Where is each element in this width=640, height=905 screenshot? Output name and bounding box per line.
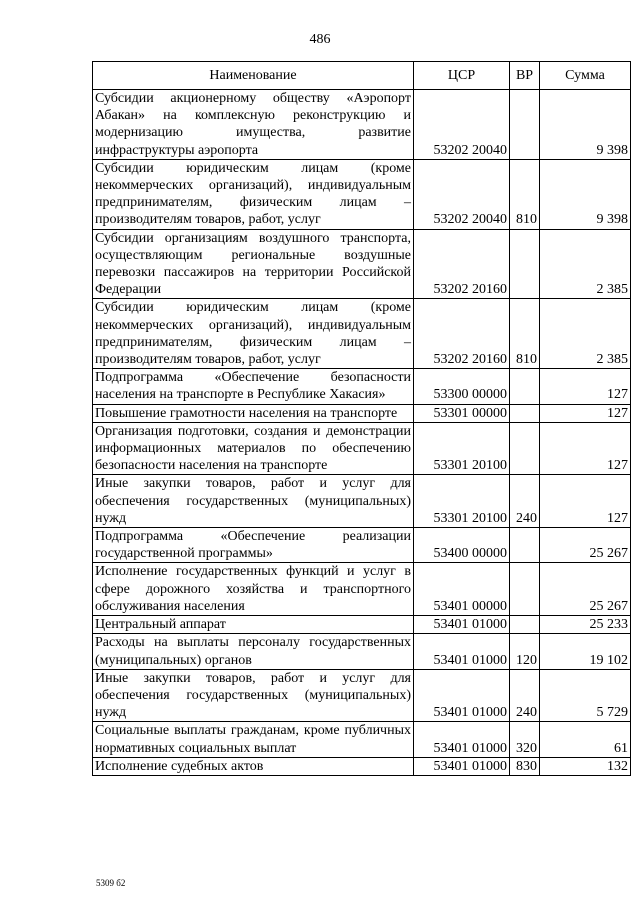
row-name: Субсидии акционерному обществу «Аэропорт Абакан» на комплексную реконструкцию и модернизацию имущества, развитие инфраструктуры аэропорта	[93, 90, 414, 160]
page-number: 486	[309, 32, 331, 47]
table-row	[93, 616, 631, 634]
row-csr: 53202 20160	[414, 299, 510, 369]
row-csr: 53202 20040	[414, 159, 510, 229]
table-row	[93, 669, 631, 722]
row-sum: 25 267	[540, 528, 631, 563]
row-sum: 25 267	[540, 563, 631, 616]
row-name: Иные закупки товаров, работ и услуг для обеспечения государственных (муниципальных) нужд	[93, 475, 414, 528]
table-row	[93, 422, 631, 475]
table-row	[93, 369, 631, 404]
row-name: Исполнение судебных актов	[93, 757, 414, 775]
row-vr	[510, 369, 540, 404]
row-sum: 132	[540, 757, 631, 775]
row-vr: 320	[510, 722, 540, 757]
row-csr: 53300 00000	[414, 369, 510, 404]
row-sum: 61	[540, 722, 631, 757]
row-name: Расходы на выплаты персоналу государственных (муниципальных) органов	[93, 634, 414, 669]
row-csr: 53401 01000	[414, 757, 510, 775]
table-row	[93, 229, 631, 299]
header-sum: Сумма	[540, 62, 631, 90]
table-row	[93, 90, 631, 160]
table-row	[93, 159, 631, 229]
row-vr: 240	[510, 475, 540, 528]
row-name: Субсидии организациям воздушного транспорта, осуществляющим региональные воздушные перевозки пассажиров на территории Российской Федерации	[93, 229, 414, 299]
row-csr: 53400 00000	[414, 528, 510, 563]
table-row	[93, 404, 631, 422]
table-row	[93, 634, 631, 669]
row-name: Исполнение государственных функций и услуг в сфере дорожного хозяйства и транспортного обслуживания населения	[93, 563, 414, 616]
header-name: Наименование	[93, 62, 414, 90]
footer-code: 5309 б2	[96, 878, 126, 888]
row-csr: 53202 20040	[414, 90, 510, 160]
row-csr: 53401 01000	[414, 722, 510, 757]
row-sum: 127	[540, 369, 631, 404]
row-sum: 19 102	[540, 634, 631, 669]
row-vr	[510, 528, 540, 563]
row-name: Субсидии юридическим лицам (кроме некоммерческих организаций), индивидуальным предпринимателям, физическим лицам – производителям товаров, работ, услуг	[93, 299, 414, 369]
row-name: Повышение грамотности населения на транспорте	[93, 404, 414, 422]
row-csr: 53401 01000	[414, 616, 510, 634]
row-sum: 127	[540, 475, 631, 528]
row-name: Организация подготовки, создания и демонстрации информационных материалов по обеспечению безопасности населения на транспорте	[93, 422, 414, 475]
row-sum: 9 398	[540, 90, 631, 160]
row-name: Социальные выплаты гражданам, кроме публичных нормативных социальных выплат	[93, 722, 414, 757]
row-vr	[510, 404, 540, 422]
budget-table	[92, 61, 631, 776]
row-csr: 53301 20100	[414, 475, 510, 528]
row-csr: 53301 00000	[414, 404, 510, 422]
row-sum: 25 233	[540, 616, 631, 634]
row-vr	[510, 563, 540, 616]
row-vr	[510, 616, 540, 634]
row-sum: 127	[540, 422, 631, 475]
header-vr: ВР	[510, 62, 540, 90]
row-vr: 810	[510, 159, 540, 229]
row-sum: 9 398	[540, 159, 631, 229]
row-name: Субсидии юридическим лицам (кроме некоммерческих организаций), индивидуальным предпринимателям, физическим лицам – производителям товаров, работ, услуг	[93, 159, 414, 229]
row-sum: 2 385	[540, 229, 631, 299]
row-vr: 120	[510, 634, 540, 669]
row-vr	[510, 422, 540, 475]
row-name: Подпрограмма «Обеспечение безопасности населения на транспорте в Республике Хакасия»	[93, 369, 414, 404]
table-row	[93, 757, 631, 775]
row-csr: 53401 01000	[414, 669, 510, 722]
row-vr: 810	[510, 299, 540, 369]
table-header-row	[93, 62, 631, 90]
row-sum: 127	[540, 404, 631, 422]
row-sum: 5 729	[540, 669, 631, 722]
header-csr: ЦСР	[414, 62, 510, 90]
row-vr	[510, 229, 540, 299]
row-csr: 53301 20100	[414, 422, 510, 475]
table-row	[93, 528, 631, 563]
table-row	[93, 299, 631, 369]
row-sum: 2 385	[540, 299, 631, 369]
row-csr: 53202 20160	[414, 229, 510, 299]
table-row	[93, 722, 631, 757]
row-csr: 53401 01000	[414, 634, 510, 669]
row-name: Иные закупки товаров, работ и услуг для обеспечения государственных (муниципальных) нужд	[93, 669, 414, 722]
row-vr: 830	[510, 757, 540, 775]
row-name: Подпрограмма «Обеспечение реализации государственной программы»	[93, 528, 414, 563]
row-vr	[510, 90, 540, 160]
table-row	[93, 563, 631, 616]
row-name: Центральный аппарат	[93, 616, 414, 634]
row-vr: 240	[510, 669, 540, 722]
table-row	[93, 475, 631, 528]
row-csr: 53401 00000	[414, 563, 510, 616]
